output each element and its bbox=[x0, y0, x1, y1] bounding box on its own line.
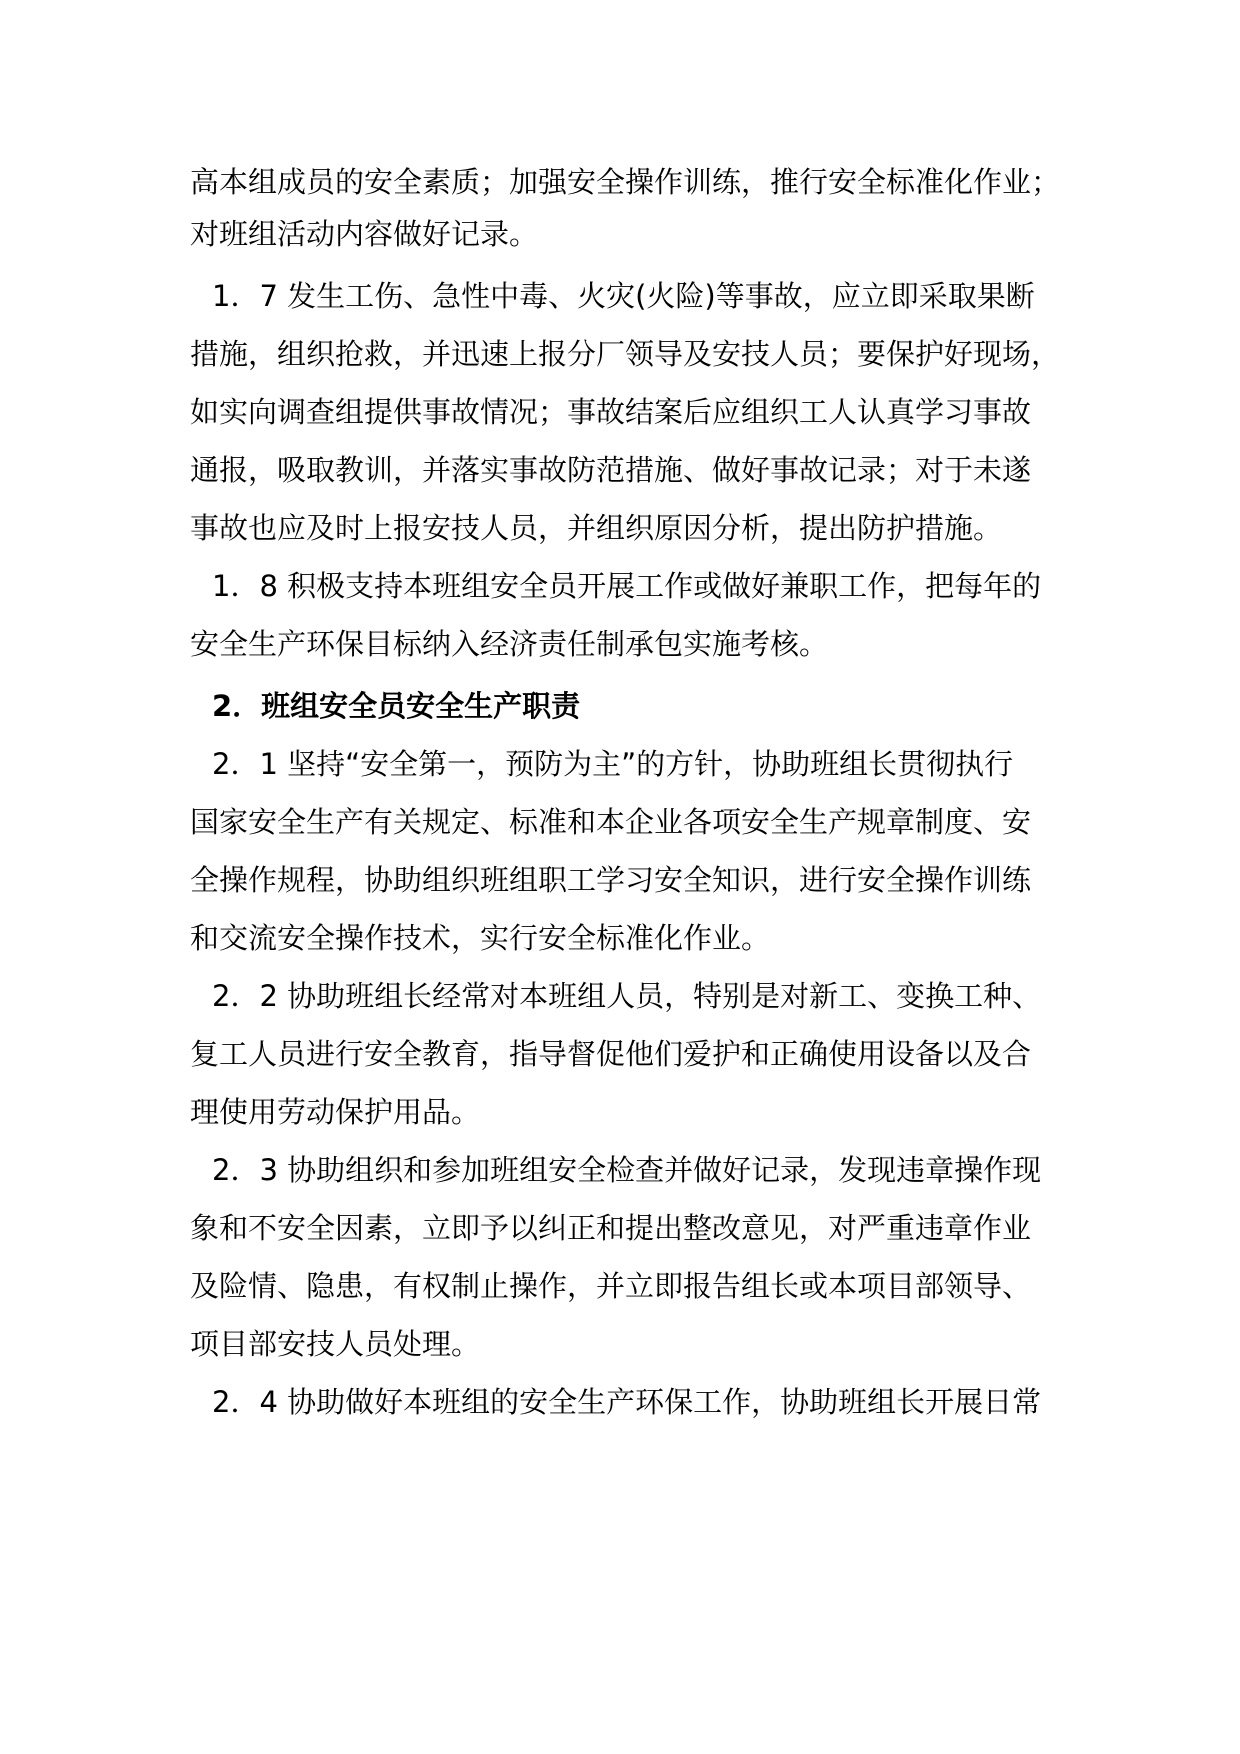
clause-2-1-line: 2．1 坚持“安全第一，预防为主”的方针，协助班组长贯彻执行 bbox=[212, 747, 1014, 781]
clause-2-2-line: 2．2 协助班组长经常对本班组人员，特别是对新工、变换工种、 bbox=[212, 979, 1042, 1013]
clause-2-4-line: 2．4 协助做好本班组的安全生产环保工作，协助班组长开展日常 bbox=[212, 1385, 1042, 1419]
body-text-line: 如实向调查组提供事故情况；事故结案后应组织工人认真学习事故 bbox=[190, 395, 1032, 429]
body-text-line: 理使用劳动保护用品。 bbox=[190, 1095, 481, 1129]
body-text-line: 及险情、隐患，有权制止操作，并立即报告组长或本项目部领导、 bbox=[190, 1269, 1032, 1303]
body-text-line: 安全生产环保目标纳入经济责任制承包实施考核。 bbox=[190, 627, 829, 661]
body-text-line: 复工人员进行安全教育，指导督促他们爱护和正确使用设备以及合 bbox=[190, 1037, 1032, 1071]
body-text-line: 通报，吸取教训，并落实事故防范措施、做好事故记录；对于未遂 bbox=[190, 453, 1032, 487]
body-text-line: 和交流安全操作技术，实行安全标准化作业。 bbox=[190, 921, 771, 955]
clause-1-8-line: 1．8 积极支持本班组安全员开展工作或做好兼职工作，把每年的 bbox=[212, 569, 1042, 603]
body-text-line: 措施，组织抢救，并迅速上报分厂领导及安技人员；要保护好现场， bbox=[190, 337, 1061, 371]
body-text-line: 对班组活动内容做好记录。 bbox=[190, 217, 539, 251]
section-heading-2: 2．班组安全员安全生产职责 bbox=[212, 689, 581, 723]
clause-2-3-line: 2．3 协助组织和参加班组安全检查并做好记录，发现违章操作现 bbox=[212, 1153, 1042, 1187]
clause-1-7-line: 1．7 发生工伤、急性中毒、火灾(火险)等事故，应立即采取果断 bbox=[212, 279, 1035, 313]
body-text-line: 事故也应及时上报安技人员，并组织原因分析，提出防护措施。 bbox=[190, 511, 1003, 545]
body-text-line: 国家安全生产有关规定、标准和本企业各项安全生产规章制度、安 bbox=[190, 805, 1032, 839]
body-text-line: 高本组成员的安全素质；加强安全操作训练，推行安全标准化作业； bbox=[190, 165, 1061, 199]
body-text-line: 象和不安全因素，立即予以纠正和提出整改意见，对严重违章作业 bbox=[190, 1211, 1032, 1245]
body-text-line: 项目部安技人员处理。 bbox=[190, 1327, 481, 1361]
body-text-line: 全操作规程，协助组织班组职工学习安全知识，进行安全操作训练 bbox=[190, 863, 1032, 897]
